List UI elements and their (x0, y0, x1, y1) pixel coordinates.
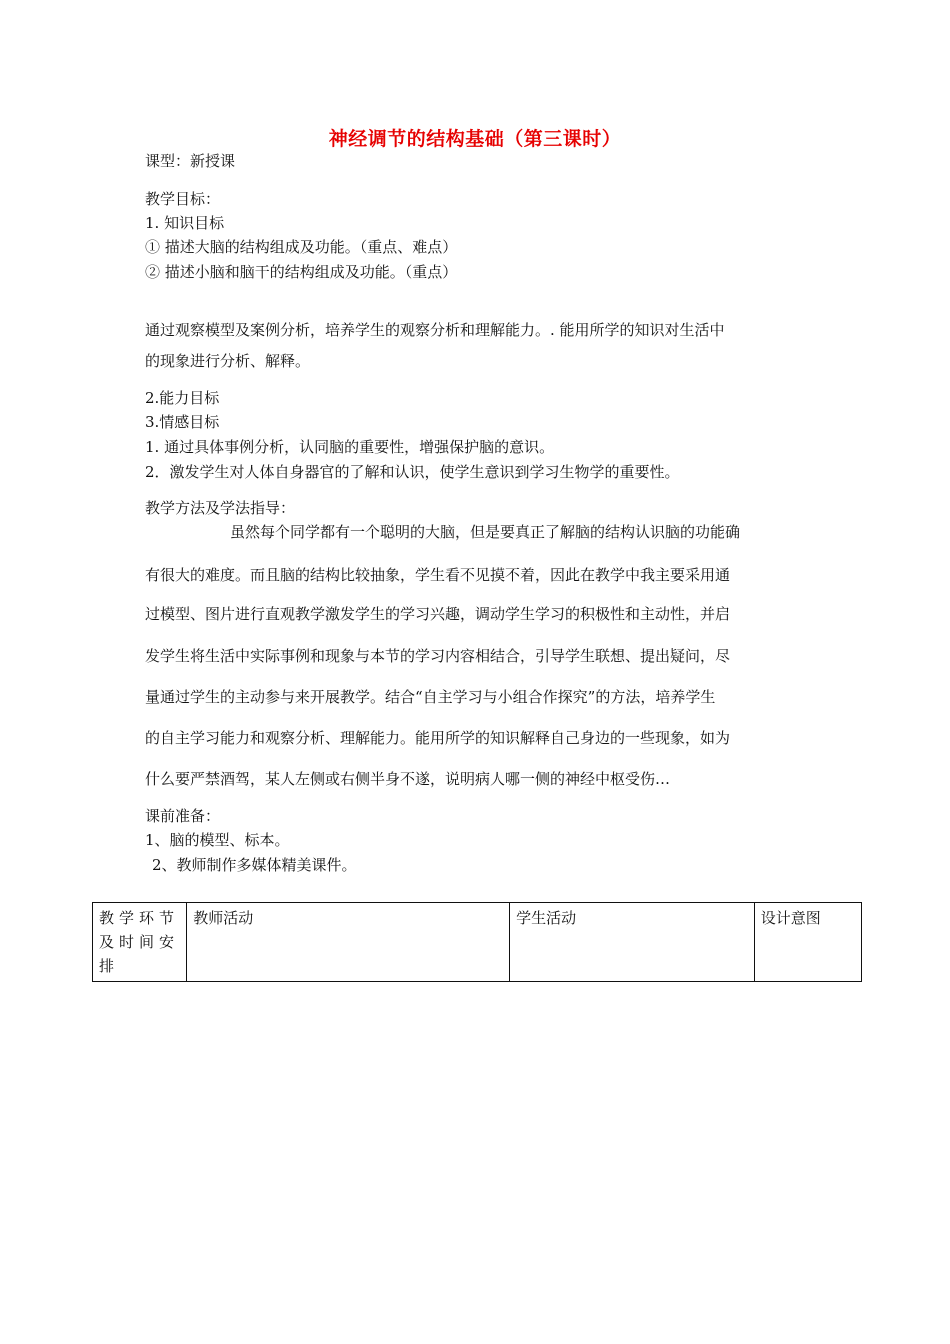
objective-item: ② 描述小脑和脑干的结构组成及功能。（重点） (145, 263, 458, 281)
table-header-cell: 设计意图 (754, 903, 861, 982)
table-header-cell: 教师活动 (187, 903, 510, 982)
preparation-item: 1、脑的模型、标本。 (145, 831, 290, 849)
methods-line: 有很大的难度。而且脑的结构比较抽象，学生看不见摸不着，因此在教学中我主要采用通 (145, 566, 731, 584)
methods-line: 的自主学习能力和观察分析、理解能力。能用所学的知识解释自己身边的一些现象，如为 (145, 729, 731, 747)
table-header-cell: 学生活动 (510, 903, 755, 982)
methods-line: 虽然每个同学都有一个聪明的大脑，但是要真正了解脑的结构认识脑的功能确 (230, 523, 741, 541)
ability-text-line: 通过观察模型及案例分析，培养学生的观察分析和理解能力。. 能用所学的知识对生活中 (145, 321, 725, 339)
preparation-item: 2、教师制作多媒体精美课件。 (152, 856, 357, 874)
lesson-plan-table (92, 902, 862, 982)
objectives-heading: 教学目标： (145, 190, 221, 208)
methods-line: 量通过学生的主动参与来开展教学。结合“自主学习与小组合作探究”的方法，培养学生 (145, 688, 716, 706)
knowledge-heading: 1. 知识目标 (145, 214, 225, 232)
methods-line: 什么要严禁酒驾，某人左侧或右侧半身不遂，说明病人哪一侧的神经中枢受伤… (145, 770, 671, 788)
table-header-row (93, 903, 862, 982)
methods-heading: 教学方法及学法指导： (145, 499, 296, 517)
course-type: 课型：新授课 (145, 152, 236, 170)
document-title: 神经调节的结构基础（第三课时） (328, 128, 622, 150)
objective-item: ① 描述大脑的结构组成及功能。（重点、难点） (145, 238, 458, 256)
methods-line: 过模型、图片进行直观教学激发学生的学习兴趣，调动学生学习的积极性和主动性，并启 (145, 605, 731, 623)
emotion-item: 1. 通过具体事例分析，认同脑的重要性，增强保护脑的意识。 (145, 438, 555, 456)
methods-line: 发学生将生活中实际事例和现象与本节的学习内容相结合，引导学生联想、提出疑问，尽 (145, 647, 731, 665)
emotion-item: 2．激发学生对人体自身器官的了解和认识，使学生意识到学习生物学的重要性。 (145, 463, 680, 481)
ability-text-line: 的现象进行分析、解释。 (145, 352, 311, 370)
table-header-cell: 教学环节及时间安排 (93, 903, 187, 982)
ability-heading: 2.能力目标 (145, 389, 220, 407)
preparation-heading: 课前准备： (145, 807, 221, 825)
emotion-heading: 3.情感目标 (145, 413, 220, 431)
